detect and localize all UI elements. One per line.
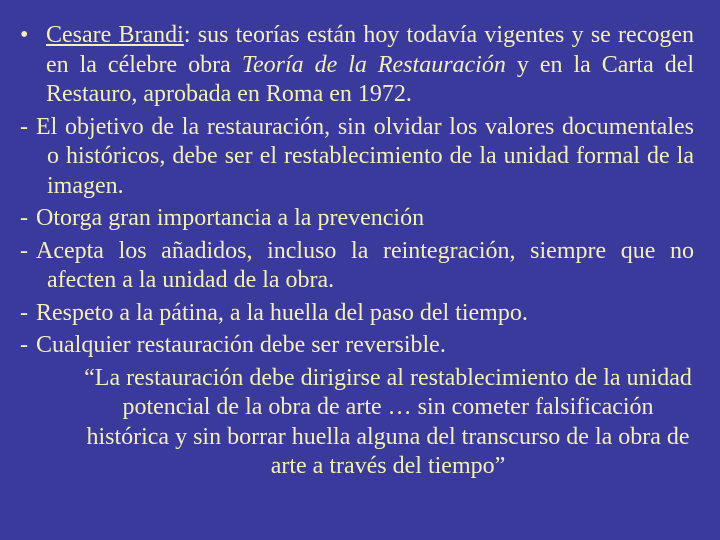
dash-marker: -	[20, 299, 28, 326]
dash-marker: -	[20, 332, 28, 358]
item-text: Acepta los añadidos, incluso la reintegración, siempre que no afecten a la unidad de la obra.	[36, 237, 694, 293]
bullet-paragraph-brandi	[20, 21, 694, 110]
brandi-quote: “La restauración debe dirigirse al restablecimiento de la unidad potencial de la obra de arte … sin cometer falsificación histórica y sin borrar huella alguna del transcurso de la obra de arte a través del tiempo”	[84, 364, 692, 479]
paragraph-text: : sus teorías están hoy todavía vigentes y se recogen en la célebre obra	[46, 22, 694, 78]
dash-item-reversible	[20, 331, 694, 361]
dash-marker: -	[20, 205, 28, 231]
item-text: El objetivo de la restauración, sin olvidar los valores documentales o históricos, debe ser el restablecimiento de la unidad formal de la imagen.	[36, 113, 694, 199]
dash-item-prevention	[20, 204, 694, 234]
dash-marker: -	[20, 113, 28, 140]
dash-item-patina	[20, 299, 694, 329]
item-text: Respeto a la pátina, a la huella del paso del tiempo.	[36, 299, 528, 326]
dash-item-objective	[20, 113, 694, 202]
paragraph-text: y en la Carta del Restauro, aprobada en Roma en 1972.	[46, 51, 695, 107]
item-text: Otorga gran importancia a la prevención	[36, 205, 425, 231]
author-name: Cesare Brandi	[46, 22, 184, 48]
dash-item-additions	[20, 237, 694, 296]
dash-marker: -	[20, 237, 28, 264]
bullet-marker: •	[20, 22, 29, 48]
item-text: Cualquier restauración debe ser reversible.	[36, 332, 446, 358]
book-title: Teoría de la Restauración	[241, 51, 506, 78]
